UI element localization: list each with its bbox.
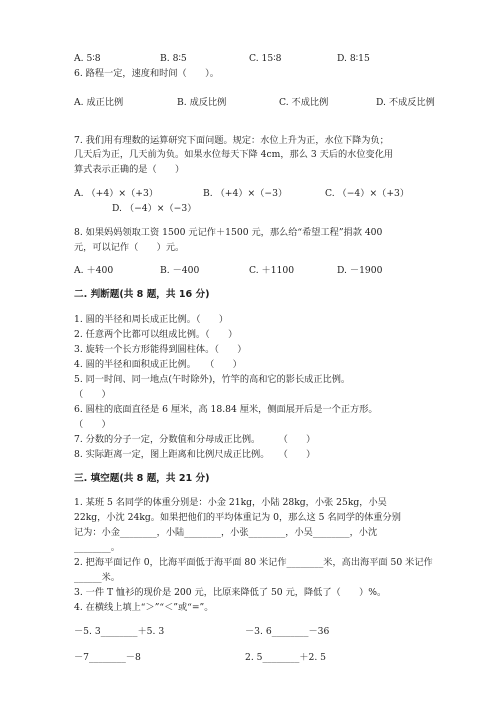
q8-line-2: 元，可以记作（ ）元。: [74, 242, 185, 253]
q6-option-a: A. 成正比例: [74, 97, 124, 108]
fill-item-1-line-1: 1. 某班 5 名同学的体重分别是：小金 21kg，小陆 28kg，小张 25kg，小吴: [74, 497, 387, 508]
q7-option-d: D. （−4）×（−3）: [112, 203, 197, 214]
compare-item-2: －3. 6________－36: [245, 626, 330, 637]
judge-item-3: 3. 旋转一个长方形能得到圆柱体。（ ）: [74, 344, 247, 355]
judge-item-2: 2. 任意两个比都可以组成比例。（ ）: [74, 329, 238, 340]
fill-item-1-line-4: ________。: [74, 542, 120, 553]
q8-option-d: D. －1900: [337, 265, 383, 276]
compare-item-3: －7________－8: [74, 652, 141, 663]
q7-line-2: 几天后为正，几天前为负。如果水位每天下降 4cm，那么 3 天后的水位变化用: [74, 149, 394, 160]
judge-item-5-blank: （ ）: [74, 389, 111, 400]
q5-option-c: C. 15∶8: [249, 53, 282, 64]
judge-item-5: 5. 同一时间、同一地点(午时除外)，竹竿的高和它的影长成正比例。: [74, 374, 351, 385]
judge-item-6: 6. 圆柱的底面直径是 6 厘米，高 18.84 厘米，侧面展开后是一个正方形。: [74, 404, 378, 415]
q5-option-a: A. 5∶8: [74, 53, 101, 64]
fill-item-3: 3. 一件 T 恤衫的现价是 200 元，比原来降低了 50 元，降低了（ ）%。: [74, 587, 387, 598]
judge-item-7: 7. 分数的分子一定，分数值和分母成正比例。 （ ）: [74, 434, 316, 445]
q7-option-a: A. （+4）×（+3）: [74, 188, 159, 199]
q5-option-b: B. 8∶5: [160, 53, 187, 64]
compare-item-1: －5. 3________＋5. 3: [74, 626, 165, 637]
section2-heading: 二. 判断题(共 8 题，共 16 分): [74, 289, 210, 300]
q8-option-b: B. －400: [160, 265, 200, 276]
section3-heading: 三. 填空题(共 8 题，共 21 分): [74, 473, 210, 484]
q5-option-d: D. 8∶15: [337, 53, 370, 64]
judge-item-4: 4. 圆的半径和面积成正比例。 （ ）: [74, 359, 242, 370]
fill-item-1-line-2: 22kg，小沈 24kg。如果把他们的平均体重记为 0，那么这 5 名同学的体重分别: [74, 512, 401, 523]
judge-item-8: 8. 实际距离一定，图上距离和比例尺成正比例。 （ ）: [74, 449, 316, 460]
judge-item-1: 1. 圆的半径和周长成正比例。（ ）: [74, 314, 229, 325]
q6-option-d: D. 不成反比例: [376, 97, 435, 108]
q6-stem: 6. 路程一定，速度和时间（ ）。: [74, 68, 219, 79]
q7-line-1: 7. 我们用有理数的运算研究下面问题。规定：水位上升为正，水位下降为负；: [74, 135, 389, 146]
q8-option-c: C. ＋1100: [249, 265, 295, 276]
fill-item-1-line-3: 记为：小金________，小陆________，小张________，小吴________，小沈: [74, 527, 378, 538]
compare-item-4: 2. 5________＋2. 5: [245, 652, 327, 663]
q7-option-b: B. （+4）×（−3）: [203, 188, 288, 199]
q8-option-a: A. ＋400: [74, 265, 114, 276]
q6-option-c: C. 不成比例: [279, 97, 329, 108]
judge-item-6-blank: （ ）: [74, 419, 111, 430]
q7-line-3: 算式表示正确的是（ ）: [74, 164, 185, 175]
q8-line-1: 8. 如果妈妈领取工资 1500 元记作＋1500 元，那么给“希望工程”捐款 400: [74, 227, 383, 238]
fill-item-2-line-2: ______米。: [74, 572, 120, 583]
q6-option-b: B. 成反比例: [177, 97, 227, 108]
fill-item-4: 4. 在横线上填上“＞”“＜”或“=”。: [74, 602, 214, 613]
q7-option-c: C. （−4）×（+3）: [325, 188, 410, 199]
fill-item-2-line-1: 2. 把海平面记作 0，比海平面低于海平面 80 米记作________米，高出海平面 50 米记作: [74, 557, 433, 568]
